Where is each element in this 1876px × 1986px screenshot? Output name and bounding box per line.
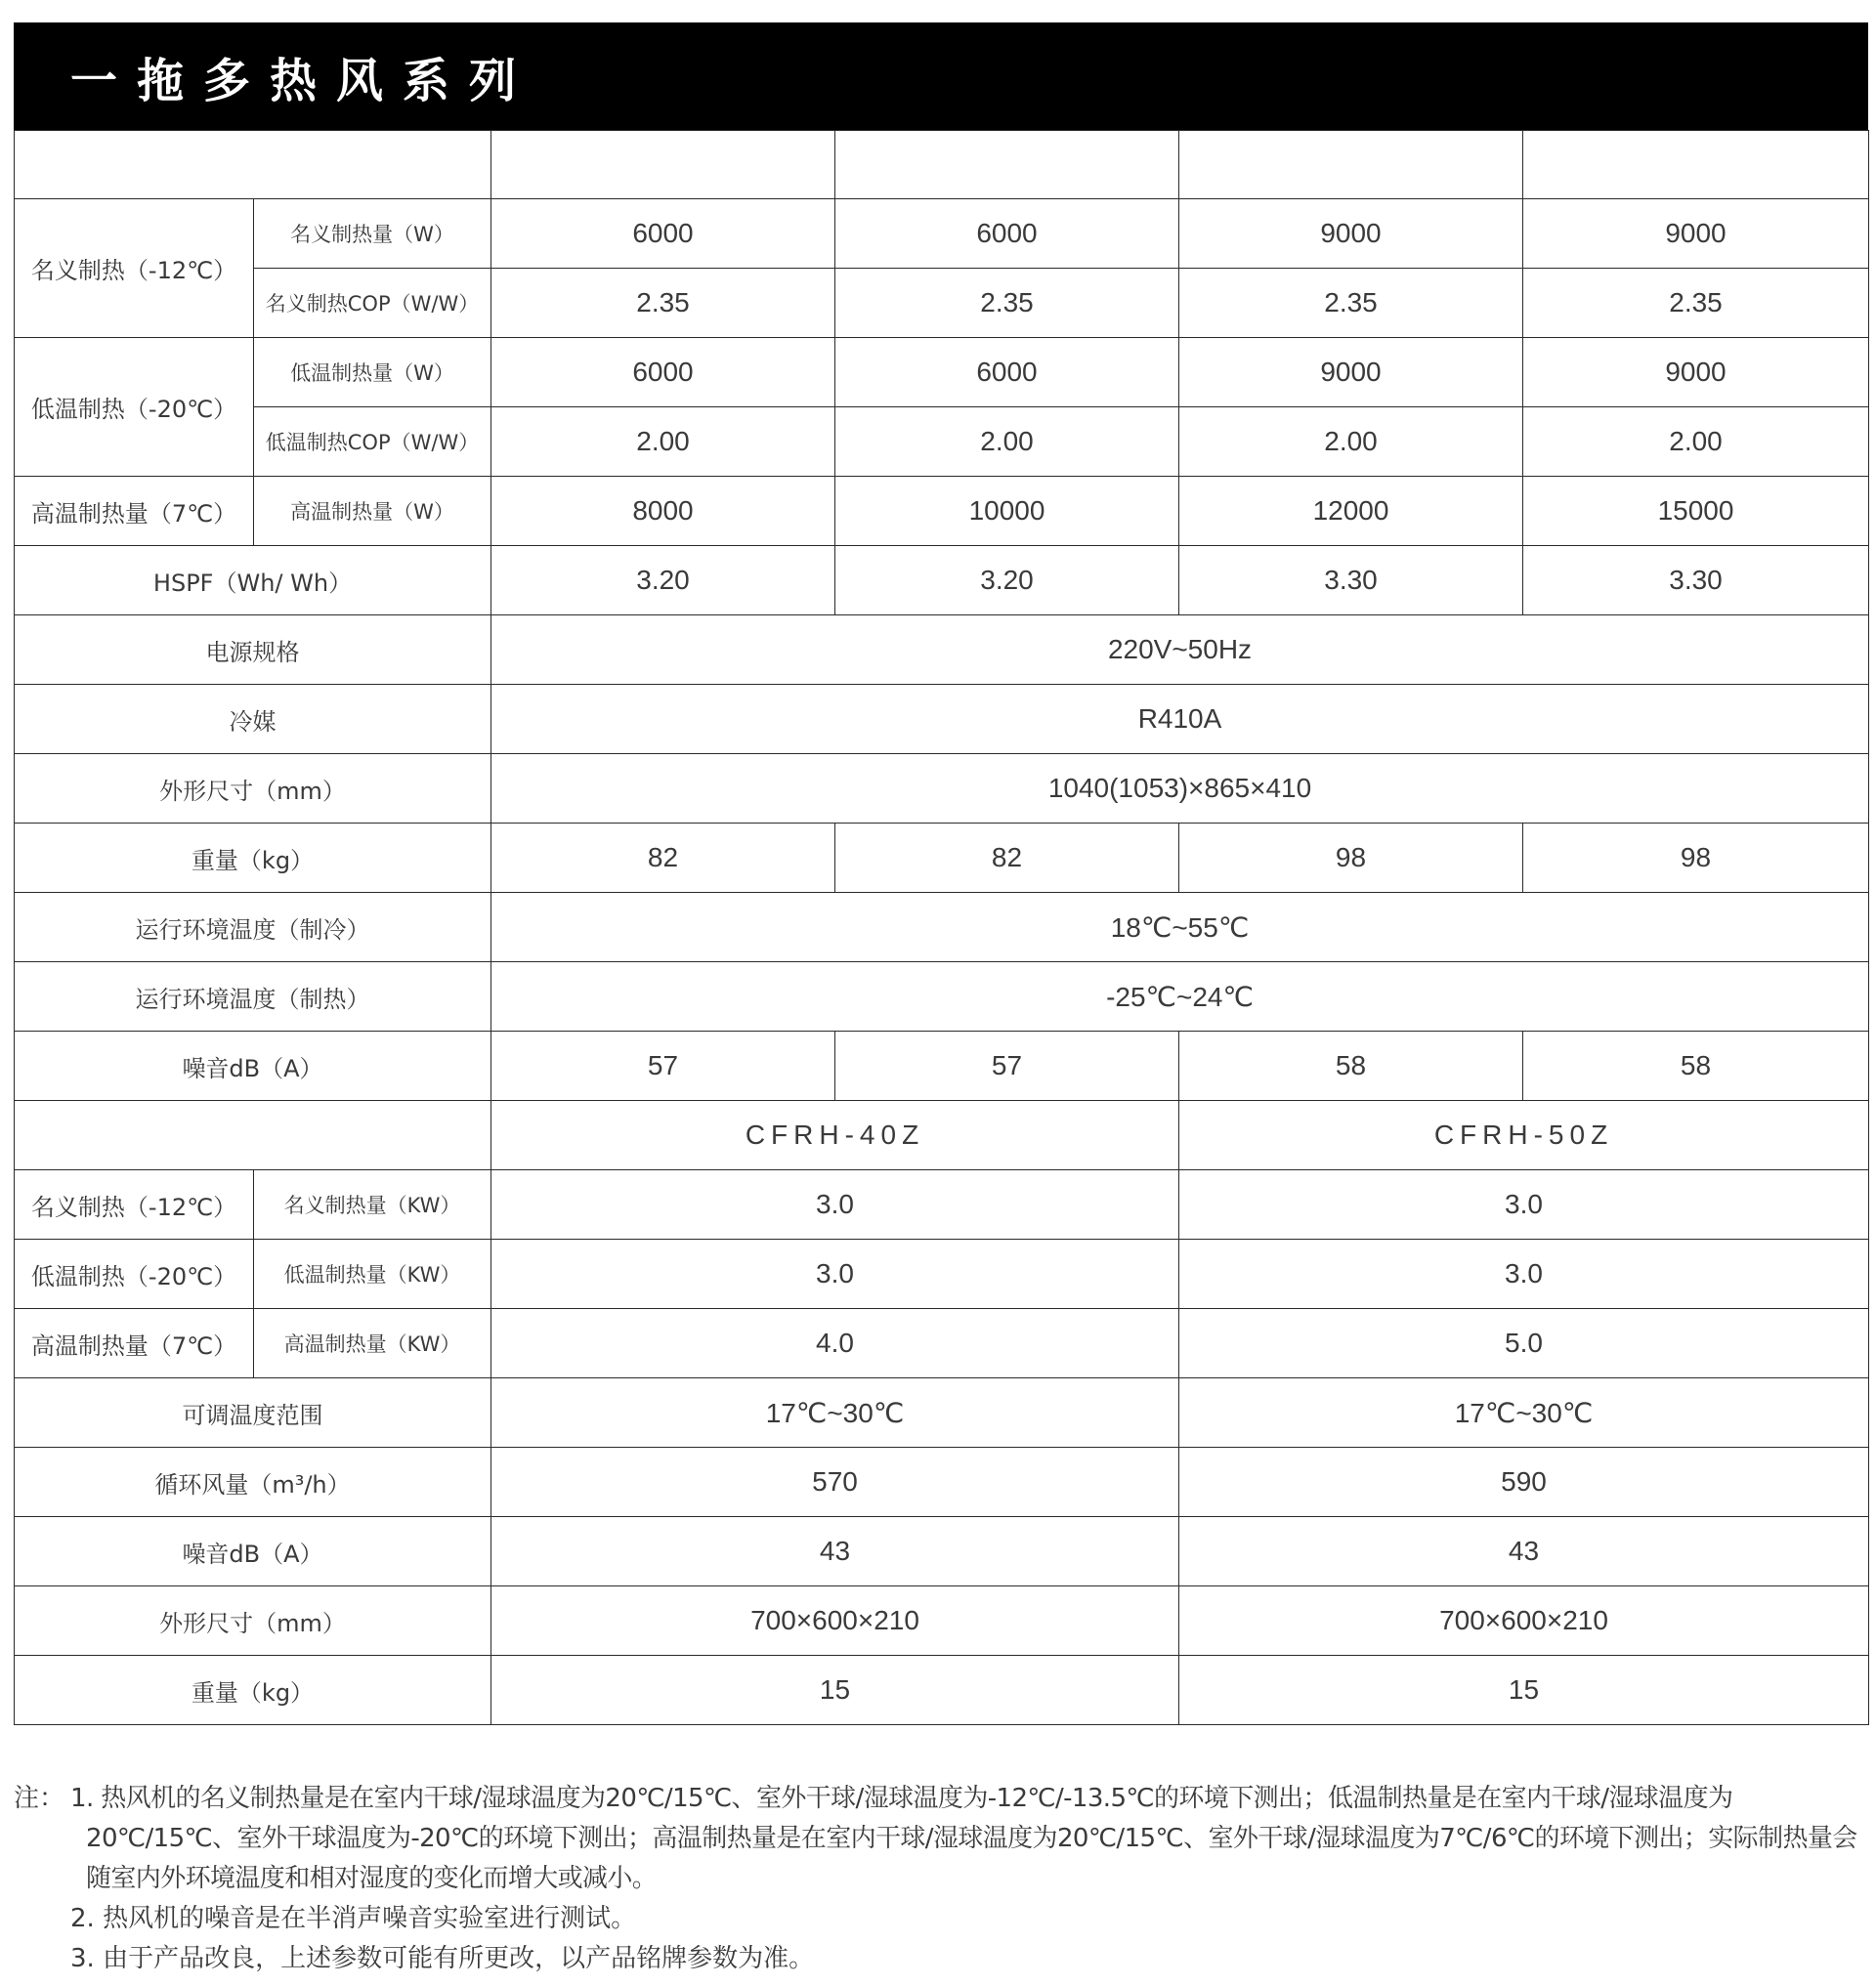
header-cell [491,131,835,199]
row-label: 低温制热COP（W/W） [254,407,491,477]
value-cell: 8000 [491,477,835,546]
row-label: 名义制热量（KW） [254,1170,491,1240]
value-cell: R410A [491,685,1869,754]
note-item: 1. 热风机的名义制热量是在室内干球/湿球温度为20℃/15℃、室外干球/湿球温度为-12℃/-13.5℃的环境下测出；低温制热量是在室内干球/湿球温度为20℃/15℃、室外干球温度为-20℃的环境下测出；高温制热量是在室内干球/湿球温度为20℃/15℃、室外干球/湿球温度为7℃/6℃的环境下测出；实际制热量会随室内外环境温度和相对湿度的变化而增大或减小。 [70,1784,1857,1893]
table-row [15,1309,1869,1378]
row-label: 可调温度范围 [15,1378,491,1448]
table-row [15,1448,1869,1517]
value-cell: 3.0 [1179,1240,1869,1309]
indoor-header-row [15,1101,1869,1170]
note-item: 2. 热风机的噪音是在半消声噪音实验室进行测试。 [70,1904,637,1933]
row-label: 运行环境温度（制热） [15,962,491,1032]
model-header: CFRH-40Z [491,1101,1179,1170]
row-label: 高温制热量（W） [254,477,491,546]
value-cell: 10000 [835,477,1179,546]
value-cell: 57 [835,1032,1179,1101]
table-row [15,1378,1869,1448]
notes [14,1779,1870,1979]
value-cell: 590 [1179,1448,1869,1517]
table-row [15,1656,1869,1725]
row-group-label: 高温制热量（7℃） [15,477,254,546]
value-cell: 17℃~30℃ [491,1378,1179,1448]
value-cell: 3.20 [491,546,835,615]
row-group-label: 低温制热（-20℃） [15,338,254,477]
row-label: 重量（kg） [15,1656,491,1725]
title-bar [14,22,1868,130]
value-cell: -25℃~24℃ [491,962,1869,1032]
value-cell: 2.35 [1523,269,1869,338]
table-row [15,269,1869,338]
table-row [15,1586,1869,1656]
value-cell: 9000 [1179,199,1523,269]
table-row [15,407,1869,477]
value-cell: 3.30 [1523,546,1869,615]
row-label: 外形尺寸（mm） [15,754,491,824]
value-cell: 2.00 [491,407,835,477]
header-cell [1179,131,1523,199]
value-cell: 2.00 [835,407,1179,477]
row-group-label: 高温制热量（7℃） [15,1309,254,1378]
value-cell: 2.00 [1179,407,1523,477]
table-row [15,1032,1869,1101]
value-cell: 6000 [835,199,1179,269]
value-cell: 1040(1053)×865×410 [491,754,1869,824]
table-row [15,893,1869,962]
row-label: 低温制热量（W） [254,338,491,407]
row-label: 运行环境温度（制冷） [15,893,491,962]
table-row [15,685,1869,754]
notes-prefix: 注： [14,1784,65,1813]
spec-table [14,130,1869,1725]
value-cell: 43 [1179,1517,1869,1586]
page-title: 一拖多热风系列 [70,53,536,108]
notes-body [70,1779,1870,1979]
value-cell: 9000 [1523,199,1869,269]
value-cell: 2.35 [491,269,835,338]
value-cell: 9000 [1179,338,1523,407]
row-label: 循环风量（m³/h） [15,1448,491,1517]
table-row [15,962,1869,1032]
value-cell: 43 [491,1517,1179,1586]
value-cell: 12000 [1179,477,1523,546]
header-cell [835,131,1179,199]
value-cell: 57 [491,1032,835,1101]
value-cell: 58 [1179,1032,1523,1101]
row-label: 名义制热COP（W/W） [254,269,491,338]
table-row [15,477,1869,546]
header-cell [15,1101,491,1170]
table-row [15,338,1869,407]
row-label: HSPF（Wh/ Wh） [15,546,491,615]
value-cell: 82 [835,824,1179,893]
value-cell: 2.35 [835,269,1179,338]
row-label: 外形尺寸（mm） [15,1586,491,1656]
value-cell: 3.0 [491,1240,1179,1309]
value-cell: 700×600×210 [1179,1586,1869,1656]
value-cell: 3.0 [491,1170,1179,1240]
table-row [15,824,1869,893]
value-cell: 2.00 [1523,407,1869,477]
value-cell: 220V~50Hz [491,615,1869,685]
row-label: 名义制热量（W） [254,199,491,269]
model-header: CFRH-50Z [1179,1101,1869,1170]
value-cell: 98 [1523,824,1869,893]
row-label: 噪音dB（A） [15,1032,491,1101]
value-cell: 700×600×210 [491,1586,1179,1656]
value-cell: 6000 [491,199,835,269]
row-group-label: 低温制热（-20℃） [15,1240,254,1309]
value-cell: 17℃~30℃ [1179,1378,1869,1448]
value-cell: 6000 [835,338,1179,407]
note-item: 3. 由于产品改良，上述参数可能有所更改，以产品铭牌参数为准。 [70,1944,815,1973]
value-cell: 3.20 [835,546,1179,615]
row-label: 低温制热量（KW） [254,1240,491,1309]
header-cell [1523,131,1869,199]
row-label: 高温制热量（KW） [254,1309,491,1378]
row-group-label: 名义制热（-12℃） [15,199,254,338]
value-cell: 9000 [1523,338,1869,407]
value-cell: 18℃~55℃ [491,893,1869,962]
value-cell: 6000 [491,338,835,407]
table-row [15,1517,1869,1586]
table-row [15,199,1869,269]
value-cell: 570 [491,1448,1179,1517]
header-cell [15,131,491,199]
value-cell: 5.0 [1179,1309,1869,1378]
table-row [15,546,1869,615]
value-cell: 4.0 [491,1309,1179,1378]
value-cell: 82 [491,824,835,893]
row-label: 冷媒 [15,685,491,754]
row-label: 重量（kg） [15,824,491,893]
value-cell: 58 [1523,1032,1869,1101]
table-row [15,754,1869,824]
value-cell: 98 [1179,824,1523,893]
outdoor-header-row [15,131,1869,199]
value-cell: 3.0 [1179,1170,1869,1240]
table-row [15,615,1869,685]
value-cell: 2.35 [1179,269,1523,338]
value-cell: 3.30 [1179,546,1523,615]
row-label: 电源规格 [15,615,491,685]
value-cell: 15 [491,1656,1179,1725]
row-label: 噪音dB（A） [15,1517,491,1586]
value-cell: 15 [1179,1656,1869,1725]
table-row [15,1240,1869,1309]
row-group-label: 名义制热（-12℃） [15,1170,254,1240]
value-cell: 15000 [1523,477,1869,546]
table-row [15,1170,1869,1240]
